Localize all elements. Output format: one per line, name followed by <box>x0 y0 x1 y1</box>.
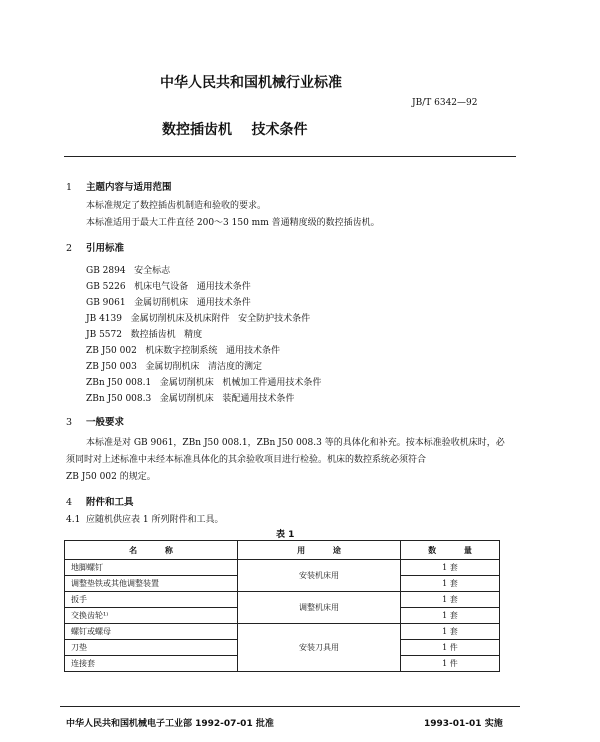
table-row <box>65 624 500 640</box>
table-cell-qty: 1 套 <box>401 576 500 592</box>
reference-item: JB 5572 数控插齿机 精度 <box>86 330 203 340</box>
header-rule <box>64 156 516 157</box>
table-1-caption: 表 1 <box>276 530 295 540</box>
table-cell-name: 调整垫铁或其他调整装置 <box>65 576 238 592</box>
approval-statement: 中华人民共和国机械电子工业部 1992-07-01 批准 <box>66 719 274 729</box>
section-4-heading <box>66 494 134 508</box>
section-4-1-body: 应随机供应表 1 所列附件和工具。 <box>86 515 224 525</box>
table-header-name: 名 称 <box>65 541 238 560</box>
section-1-number: 1 <box>66 182 73 193</box>
section-1-paragraph-2: 本标准适用于最大工件直径 200～3 150 mm 普通精度级的数控插齿机。 <box>86 218 380 228</box>
section-2-number: 2 <box>66 243 73 254</box>
table-cell-name: 刀垫 <box>65 640 238 656</box>
table-row <box>65 592 500 608</box>
reference-item: GB 2894 安全标志 <box>86 266 171 276</box>
reference-item: JB 4139 金属切削机床及机床附件 安全防护技术条件 <box>86 314 311 324</box>
table-cell-qty: 1 套 <box>401 560 500 576</box>
accessories-table <box>64 540 500 672</box>
table-cell-use: 安装机床用 <box>238 560 401 592</box>
section-4-1-text <box>66 512 223 525</box>
table-cell-qty: 1 套 <box>401 624 500 640</box>
section-4-1-number: 4.1 <box>66 515 81 525</box>
table-row <box>65 560 500 576</box>
section-1-heading <box>66 179 172 193</box>
table-header-qty: 数 量 <box>401 541 500 560</box>
reference-item: ZB J50 003 金属切削机床 清洁度的测定 <box>86 362 262 372</box>
standard-title: 中华人民共和国机械行业标准 <box>160 75 342 91</box>
section-3-line-1: 本标准是对 GB 9061，ZBn J50 008.1，ZBn J50 008.3 等的具体化和补充。按本标准验收机床时，必 <box>86 438 505 448</box>
table-cell-use: 安装刀具用 <box>238 624 401 672</box>
reference-item: ZBn J50 008.3 金属切削机床 装配通用技术条件 <box>86 394 295 404</box>
table-cell-qty: 1 件 <box>401 640 500 656</box>
footer-rule <box>60 706 520 707</box>
section-3-number: 3 <box>66 417 73 428</box>
section-3-line-3: ZB J50 002 的规定。 <box>66 472 156 482</box>
table-header-row <box>65 541 500 560</box>
reference-item: GB 5226 机床电气设备 通用技术条件 <box>86 282 251 292</box>
table-header-use: 用 途 <box>238 541 401 560</box>
section-3-heading <box>66 414 124 428</box>
table-cell-qty: 1 套 <box>401 608 500 624</box>
reference-item: ZB J50 002 机床数字控制系统 通用技术条件 <box>86 346 280 356</box>
standard-code: JB/T 6342—92 <box>412 98 478 108</box>
section-1-paragraph-1: 本标准规定了数控插齿机制造和验收的要求。 <box>86 201 267 211</box>
implementation-date: 1993-01-01 实施 <box>424 719 503 729</box>
section-2-heading <box>66 240 124 254</box>
section-4-number: 4 <box>66 497 73 508</box>
table-cell-use: 调整机床用 <box>238 592 401 624</box>
section-2-title: 引用标准 <box>86 243 125 254</box>
document-title: 数控插齿机 技术条件 <box>162 122 308 138</box>
table-cell-name: 地脚螺钉 <box>65 560 238 576</box>
section-4-title: 附件和工具 <box>86 497 134 508</box>
table-cell-name: 交换齿轮¹⁾ <box>65 608 238 624</box>
table-cell-name: 连接套 <box>65 656 238 672</box>
section-3-line-2: 须同时对上述标准中未经本标准具体化的其余验收项目进行检验。机床的数控系统必须符合 <box>66 455 427 465</box>
table-cell-name: 螺钉或螺母 <box>65 624 238 640</box>
table-cell-qty: 1 件 <box>401 656 500 672</box>
reference-item: ZBn J50 008.1 金属切削机床 机械加工件通用技术条件 <box>86 378 322 388</box>
reference-item: GB 9061 金属切削机床 通用技术条件 <box>86 298 251 308</box>
section-3-title: 一般要求 <box>86 417 125 428</box>
table-cell-qty: 1 套 <box>401 592 500 608</box>
section-1-title: 主题内容与适用范围 <box>86 182 172 193</box>
table-cell-name: 扳手 <box>65 592 238 608</box>
